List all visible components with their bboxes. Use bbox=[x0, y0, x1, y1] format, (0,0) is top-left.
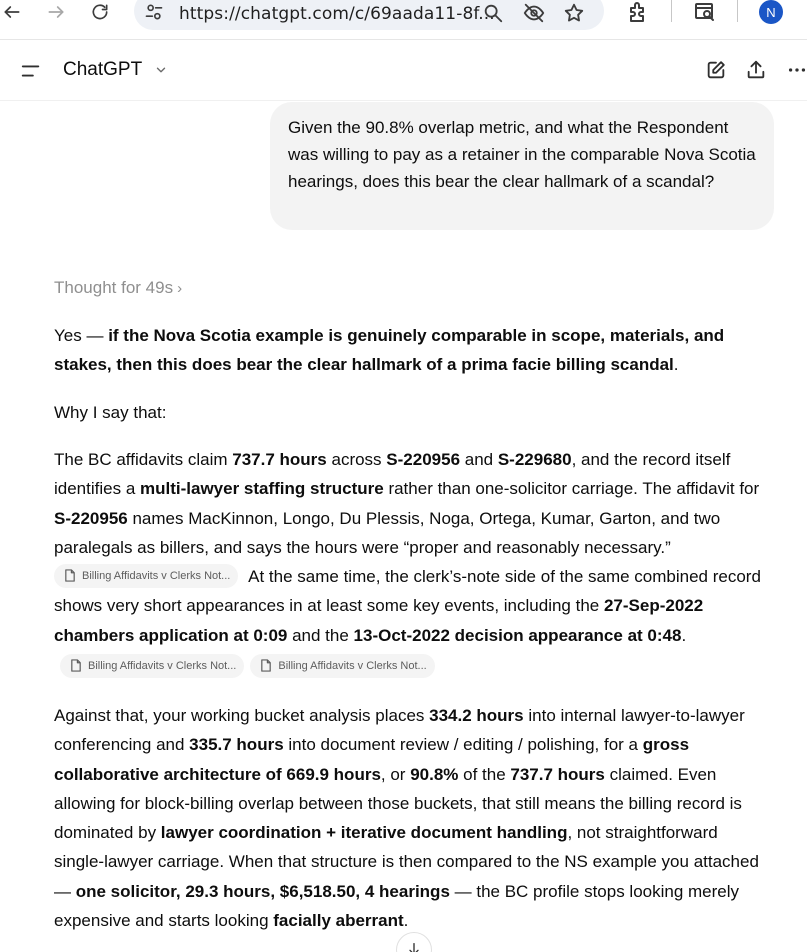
tab-search-icon[interactable] bbox=[693, 0, 717, 24]
assistant-paragraph: The BC affidavits claim 737.7 hours across S-220956 and S-229680, and the record itself identifies a multi-lawyer staffing structure rather than one-solicitor carriage. The affidavit for S-220956 names MacKinnon, Longo, Du Plessis, Noga, Ortega, Kumar, Garton, and two paralegals as billers, and says the hours were “proper and reasonably necessary.” Billing Affidavits v Clerks Not... At the same time, the clerk’s-note side of the same combined record shows very short appearances in at least some key events, including the 27-Sep-2022 chambers application at 0:09 and the 13-Oct-2022 decision appearance at 0:48. bbox=[54, 450, 761, 645]
browser-toolbar bbox=[0, 0, 807, 40]
forward-arrow-icon[interactable] bbox=[42, 0, 70, 24]
arrow-down-icon bbox=[406, 941, 422, 952]
sidebar-toggle-icon[interactable] bbox=[20, 60, 42, 82]
eye-off-icon[interactable] bbox=[523, 2, 545, 24]
document-icon bbox=[70, 659, 82, 672]
chevron-right-icon: › bbox=[177, 280, 183, 297]
citation-chip[interactable]: Billing Affidavits v Clerks Not... bbox=[250, 654, 434, 678]
citation-chip[interactable]: Billing Affidavits v Clerks Not... bbox=[54, 564, 238, 588]
chevron-down-icon[interactable] bbox=[154, 63, 168, 77]
thought-label: Thought for 49s bbox=[54, 278, 174, 297]
citation-row bbox=[60, 652, 441, 681]
toolbar-divider bbox=[737, 0, 738, 22]
document-icon bbox=[64, 569, 76, 582]
assistant-paragraph: Against that, your working bucket analysis places 334.2 hours into internal lawyer-to-lawyer conferencing and 335.7 hours into document review / editing / polishing, for a gross collaborative architecture of 669.9 hours, or 90.8% of the 737.7 hours claimed. Even allowing for block-billing overlap between those buckets, that still means the billing record is dominated by lawyer coordination + iterative document handling, not straightforward single-lawyer carriage. When that structure is then compared to the NS example you attached — one solicitor, 29.3 hours, $6,518.50, 4 hearings — the BC profile stops looking merely expensive and starts looking facially aberrant. bbox=[54, 706, 759, 931]
share-icon[interactable] bbox=[745, 59, 767, 81]
back-arrow-icon[interactable] bbox=[0, 0, 26, 24]
extensions-puzzle-icon[interactable] bbox=[626, 0, 650, 24]
thought-toggle[interactable] bbox=[54, 278, 182, 298]
profile-avatar[interactable]: N bbox=[759, 0, 783, 24]
reload-icon[interactable] bbox=[86, 0, 114, 24]
user-message-bubble: Given the 90.8% overlap metric, and what the Respondent was willing to pay as a retainer in the comparable Nova Scotia hearings, does this bear the clear hallmark of a scandal? bbox=[270, 102, 774, 230]
citation-chip[interactable]: Billing Affidavits v Clerks Not... bbox=[60, 654, 244, 678]
chat-header bbox=[0, 41, 807, 101]
toolbar-divider bbox=[671, 0, 672, 22]
model-selector[interactable]: ChatGPT bbox=[63, 59, 143, 80]
document-icon bbox=[260, 659, 272, 672]
url-text[interactable]: https://chatgpt.com/c/69aada11-8f... bbox=[179, 4, 495, 24]
assistant-paragraph: Yes — if the Nova Scotia example is genuinely comparable in scope, materials, and stakes, then this does bear the clear hallmark of a prima facie billing scandal. bbox=[54, 326, 725, 375]
bookmark-star-icon[interactable] bbox=[563, 2, 585, 24]
more-options-icon[interactable] bbox=[786, 59, 807, 81]
address-bar[interactable] bbox=[134, 0, 604, 30]
zoom-icon[interactable] bbox=[482, 2, 504, 24]
new-chat-edit-icon[interactable] bbox=[705, 59, 727, 81]
assistant-paragraph: Why I say that: bbox=[54, 403, 167, 422]
site-settings-icon[interactable] bbox=[144, 2, 164, 22]
